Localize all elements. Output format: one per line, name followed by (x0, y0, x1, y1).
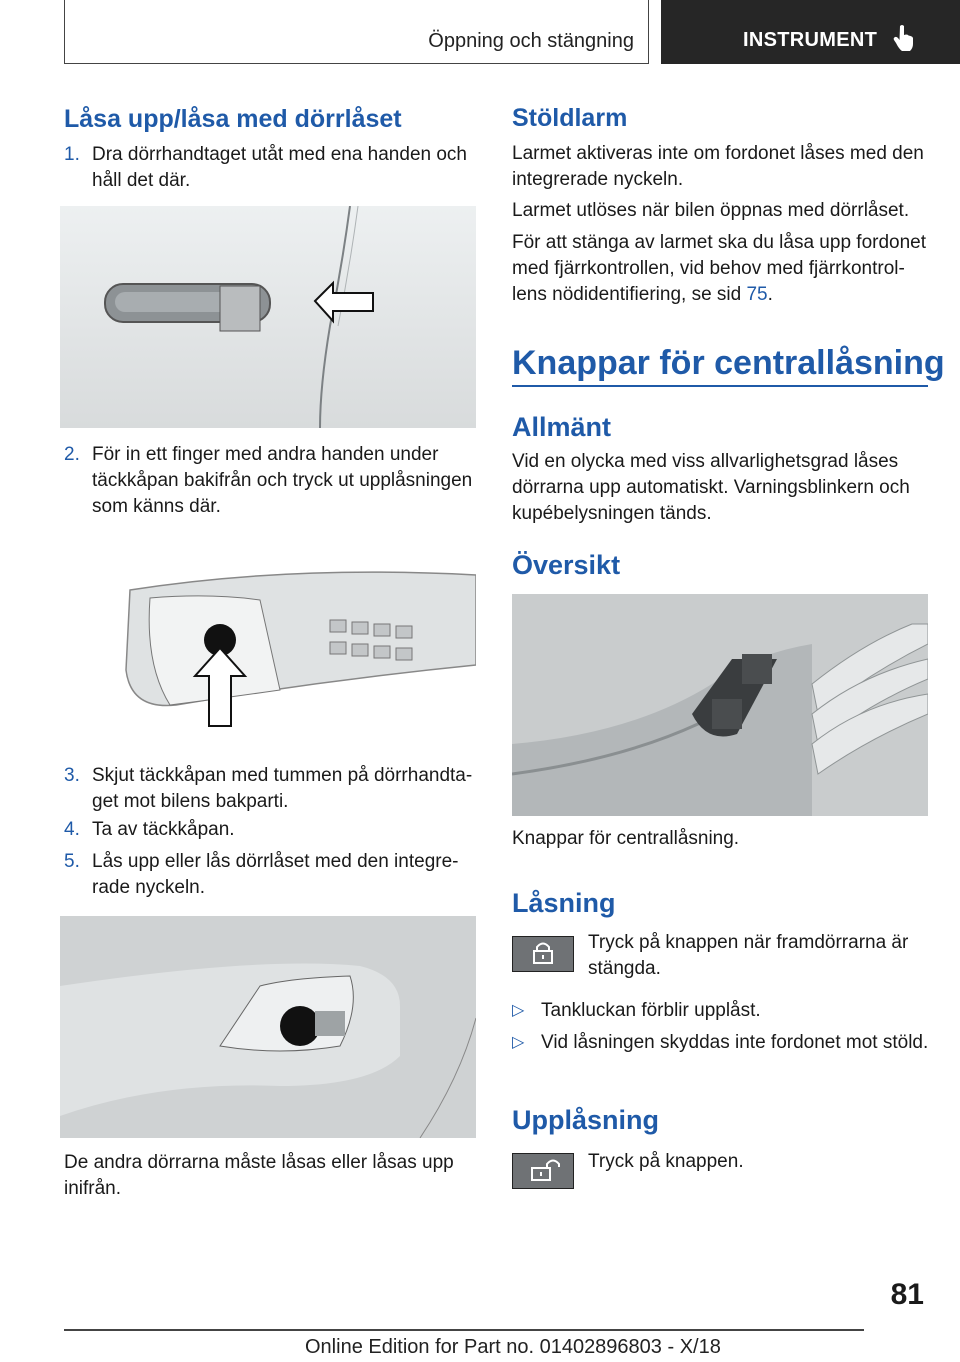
step-text: För in ett finger med andra handen under täckkåpan bakifrån och tryck ut upplåsningen som känns där. (92, 444, 473, 517)
lock-button-icon (512, 936, 574, 972)
stoldlarm-p3-end: . (767, 284, 773, 305)
heading-oversikt: Översikt (512, 550, 621, 580)
step-1 (64, 142, 476, 194)
heading-stoldlarm: Stöldlarm (512, 104, 628, 132)
header-section-box (64, 0, 649, 64)
heading-rule (512, 385, 928, 387)
stoldlarm-p3-text: För att stänga av larmet ska du låsa upp fordonet med fjärrkontrollen, vid behov med fjärrkontrollens nödidentifiering, se sid (512, 232, 927, 305)
step-number: 3. (64, 765, 80, 786)
heading-lasning: Låsning (512, 888, 616, 918)
step-5 (64, 849, 476, 901)
bullet-text: Tankluckan förblir upplåst. (541, 1000, 761, 1021)
step-3 (64, 763, 476, 815)
chapter-label: INSTRUMENT (743, 29, 878, 51)
heading-central-locking: Knappar för centrallåsning (512, 344, 945, 382)
lasning-bullet-2 (512, 1030, 930, 1056)
heading-upplasning: Upplåsning (512, 1105, 659, 1135)
unlock-button-icon (512, 1153, 574, 1189)
closing-text: De andra dörrarna måste låsas eller låsas upp inifrån. (64, 1152, 454, 1199)
allmant-text: Vid en olycka med viss allvarlighetsgrad låses dörrarna upp automatiskt. Varningsblinkern och kupébelysningen tänds. (512, 451, 910, 524)
triangle-bullet-icon: ▷ (512, 1002, 525, 1019)
step-text: Dra dörrhandtaget utåt med ena handen och håll det där. (92, 144, 467, 191)
step-text: Skjut täckkåpan med tummen på dörrhandtaget mot bilens bakparti. (92, 765, 473, 812)
central-lock-buttons-image (512, 594, 928, 816)
step-number: 4. (64, 819, 80, 840)
lasning-text: Tryck på knappen när framdörrarna är stängda. (588, 932, 909, 979)
step-2 (64, 442, 476, 520)
edition-text: Online Edition for Part no. 01402896803 - X/18 (305, 1336, 721, 1358)
upplasning-text: Tryck på knappen. (588, 1151, 744, 1172)
step-4 (64, 817, 476, 843)
bullet-text: Vid låsningen skyddas inte fordonet mot stöld. (541, 1032, 929, 1053)
heading-door-lock: Låsa upp/låsa med dörrlåset (64, 105, 402, 133)
stoldlarm-p1: Larmet aktiveras inte om fordonet låses med den integrerade nyckeln. (512, 143, 924, 190)
triangle-bullet-icon: ▷ (512, 1034, 525, 1051)
hand-pointer-icon (893, 24, 915, 52)
footer-rule (64, 1329, 864, 1331)
heading-allmant: Allmänt (512, 412, 612, 442)
step-number: 5. (64, 851, 80, 872)
step-number: 1. (64, 144, 80, 165)
key-lock-image (60, 916, 476, 1138)
lasning-bullet-1 (512, 998, 930, 1024)
step-text: Ta av täckkåpan. (92, 819, 235, 840)
stoldlarm-p3 (512, 230, 930, 308)
page-link-75[interactable]: 75 (746, 284, 768, 305)
cover-cap-image (60, 550, 476, 740)
stoldlarm-p2: Larmet utlöses när bilen öppnas med dörrlåset. (512, 200, 910, 221)
section-title: Öppning och stängning (428, 30, 634, 52)
chapter-tab[interactable] (661, 0, 960, 64)
step-text: Lås upp eller lås dörrlåset med den integrerade nyckeln. (92, 851, 459, 898)
door-handle-image (60, 206, 476, 428)
step-number: 2. (64, 444, 80, 465)
page-number: 81 (890, 1278, 924, 1311)
oversikt-caption: Knappar för centrallåsning. (512, 828, 740, 849)
